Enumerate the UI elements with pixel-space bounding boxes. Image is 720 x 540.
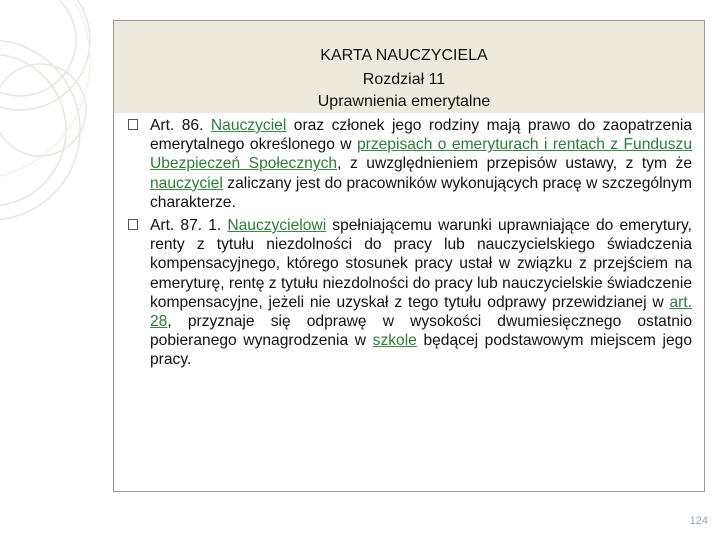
article-87-paragraph bbox=[150, 216, 692, 370]
link-szkole[interactable]: szkole bbox=[372, 332, 417, 350]
link-nauczyciel[interactable]: Nauczyciel bbox=[210, 117, 287, 134]
text-segment: Art. 87. 1. bbox=[150, 217, 228, 235]
text-segment: oraz członek jego rodziny mają prawo do zaopatrzenia emerytalnego określonego w bbox=[150, 117, 692, 154]
text-segment: , przyznaje się odprawę w wysokości dwumiesięcznego ostatnio pobieranego wynagrodzenia w bbox=[150, 313, 692, 350]
text-segment: zaliczany jest do pracowników wykonujących pracę w szczególnym charakterze. bbox=[150, 174, 692, 211]
text-segment: będącej podstawowym miejscem jego pracy. bbox=[150, 332, 692, 369]
slide-content-box bbox=[113, 20, 705, 492]
square-bullet-icon bbox=[128, 119, 138, 130]
link-nauczyciel-2[interactable]: nauczyciel bbox=[150, 174, 223, 192]
link-art-28[interactable]: art. 28 bbox=[150, 293, 692, 331]
text-segment: Art. 86. bbox=[150, 117, 211, 134]
chapter-title: Rozdział 11 bbox=[362, 71, 446, 88]
page-number: 124 bbox=[689, 515, 708, 527]
title-block bbox=[114, 43, 704, 113]
slide-title: KARTA NAUCZYCIELA bbox=[320, 47, 488, 64]
link-nauczycielowi[interactable]: Nauczycielowi bbox=[227, 217, 327, 235]
link-przepisy-emerytalne[interactable]: przepisach o emeryturach i rentach z Funduszu Ubezpieczeń Społecznych bbox=[150, 136, 692, 173]
text-segment: , z uwzględnieniem przepisów ustawy, z tym że bbox=[337, 155, 692, 173]
article-86-paragraph bbox=[150, 116, 692, 212]
text-segment: spełniającemu warunki uprawniające do emerytury, renty z tytułu niezdolności do pracy lub nauczycielskiego świadczenia kompensacyjnego, którego stosunek pracy ustał w związku z przejściem na emeryturę, rentę z tytułu niezdolności do pracy lub nauczycielskie świadczenie kompensacyjne, jeżeli nie uzyskał z tego tytułu odprawy przewidzianej w bbox=[150, 217, 692, 311]
square-bullet-icon bbox=[128, 219, 138, 230]
article-text bbox=[150, 116, 692, 374]
slide-subtitle: Uprawnienia emerytalne bbox=[317, 93, 491, 110]
